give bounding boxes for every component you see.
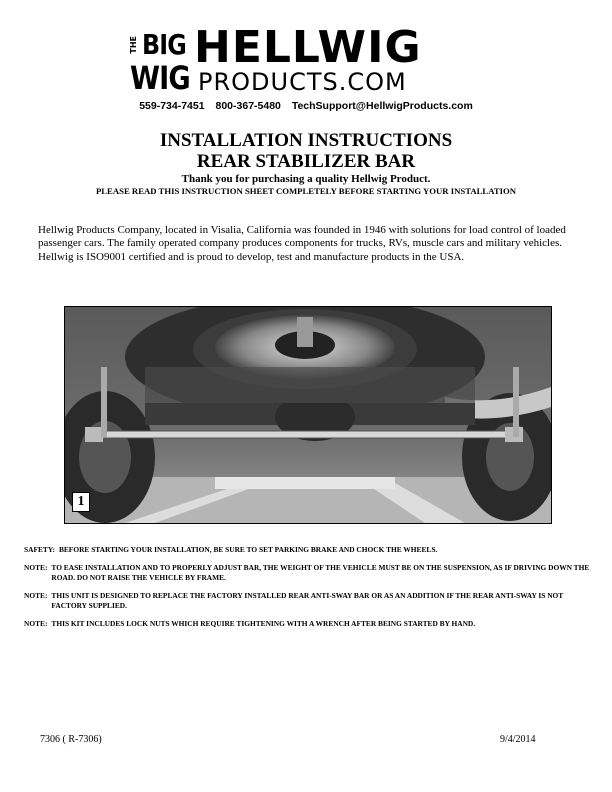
note-label: NOTE: <box>24 591 48 600</box>
note-label: NOTE: <box>24 619 48 628</box>
note-item <box>24 619 594 629</box>
logo-products-url: PRODUCTS.COM <box>198 68 407 96</box>
phone-1: 559-734-7451 <box>139 100 205 112</box>
logo-the: THE <box>129 36 138 54</box>
contact-line <box>0 100 612 112</box>
note-text: THIS KIT INCLUDES LOCK NUTS WHICH REQUIRE TIGHTENING WITH A WRENCH AFTER BEING STARTED BY HAND. <box>51 619 476 628</box>
undercarriage-photo <box>64 306 552 524</box>
thanks-line: Thank you for purchasing a quality Hellwig Product. <box>181 173 431 185</box>
note-label: NOTE: <box>24 563 48 572</box>
safety-note <box>24 545 594 555</box>
doc-subtitle: REAR STABILIZER BAR <box>196 151 416 172</box>
note-text: THIS UNIT IS DESIGNED TO REPLACE THE FACTORY INSTALLED REAR ANTI-SWAY BAR OR AS AN ADDITION IF THE REAR ANTI-SWAY IS NOT FACTORY SUPPLIED. <box>51 591 564 610</box>
please-read-line: PLEASE READ THIS INSTRUCTION SHEET COMPLETELY BEFORE STARTING YOUR INSTALLATION <box>95 186 517 196</box>
hellwig-logo <box>128 22 498 97</box>
note-item <box>24 563 594 583</box>
figure-number: 1 <box>72 492 90 512</box>
logo-big: BIG <box>142 28 186 61</box>
doc-title: INSTALLATION INSTRUCTIONS <box>159 130 453 151</box>
support-email[interactable]: TechSupport@HellwigProducts.com <box>291 100 473 112</box>
notes-section <box>24 545 594 637</box>
doc-date: 9/4/2014 <box>500 734 536 745</box>
phone-2: 800-367-5480 <box>215 100 281 112</box>
note-text: BEFORE STARTING YOUR INSTALLATION, BE SURE TO SET PARKING BRAKE AND CHOCK THE WHEELS. <box>58 545 438 554</box>
logo-hellwig: HELLWIG <box>194 22 422 73</box>
note-label: SAFETY: <box>24 545 55 554</box>
part-number: 7306 ( R-7306) <box>40 734 102 745</box>
big-wig-logo <box>128 30 188 96</box>
note-item <box>24 591 594 611</box>
logo-wig: WIG <box>130 59 190 97</box>
intro-paragraph: Hellwig Products Company, located in Visalia, California was founded in 1946 with solutions for load control of loaded passenger cars. The family operated company produces components for trucks, RVs, muscle cars and military vehicles. Hellwig is ISO9001 certified and is proud to develop, test and manufacture products in the USA. <box>38 224 566 263</box>
note-text: TO EASE INSTALLATION AND TO PROPERLY ADJUST BAR, THE WEIGHT OF THE VEHICLE MUST BE ON THE SUSPENSION, AS IF DRIVING DOWN THE ROAD. DO NOT RAISE THE VEHICLE BY FRAME. <box>51 563 590 582</box>
